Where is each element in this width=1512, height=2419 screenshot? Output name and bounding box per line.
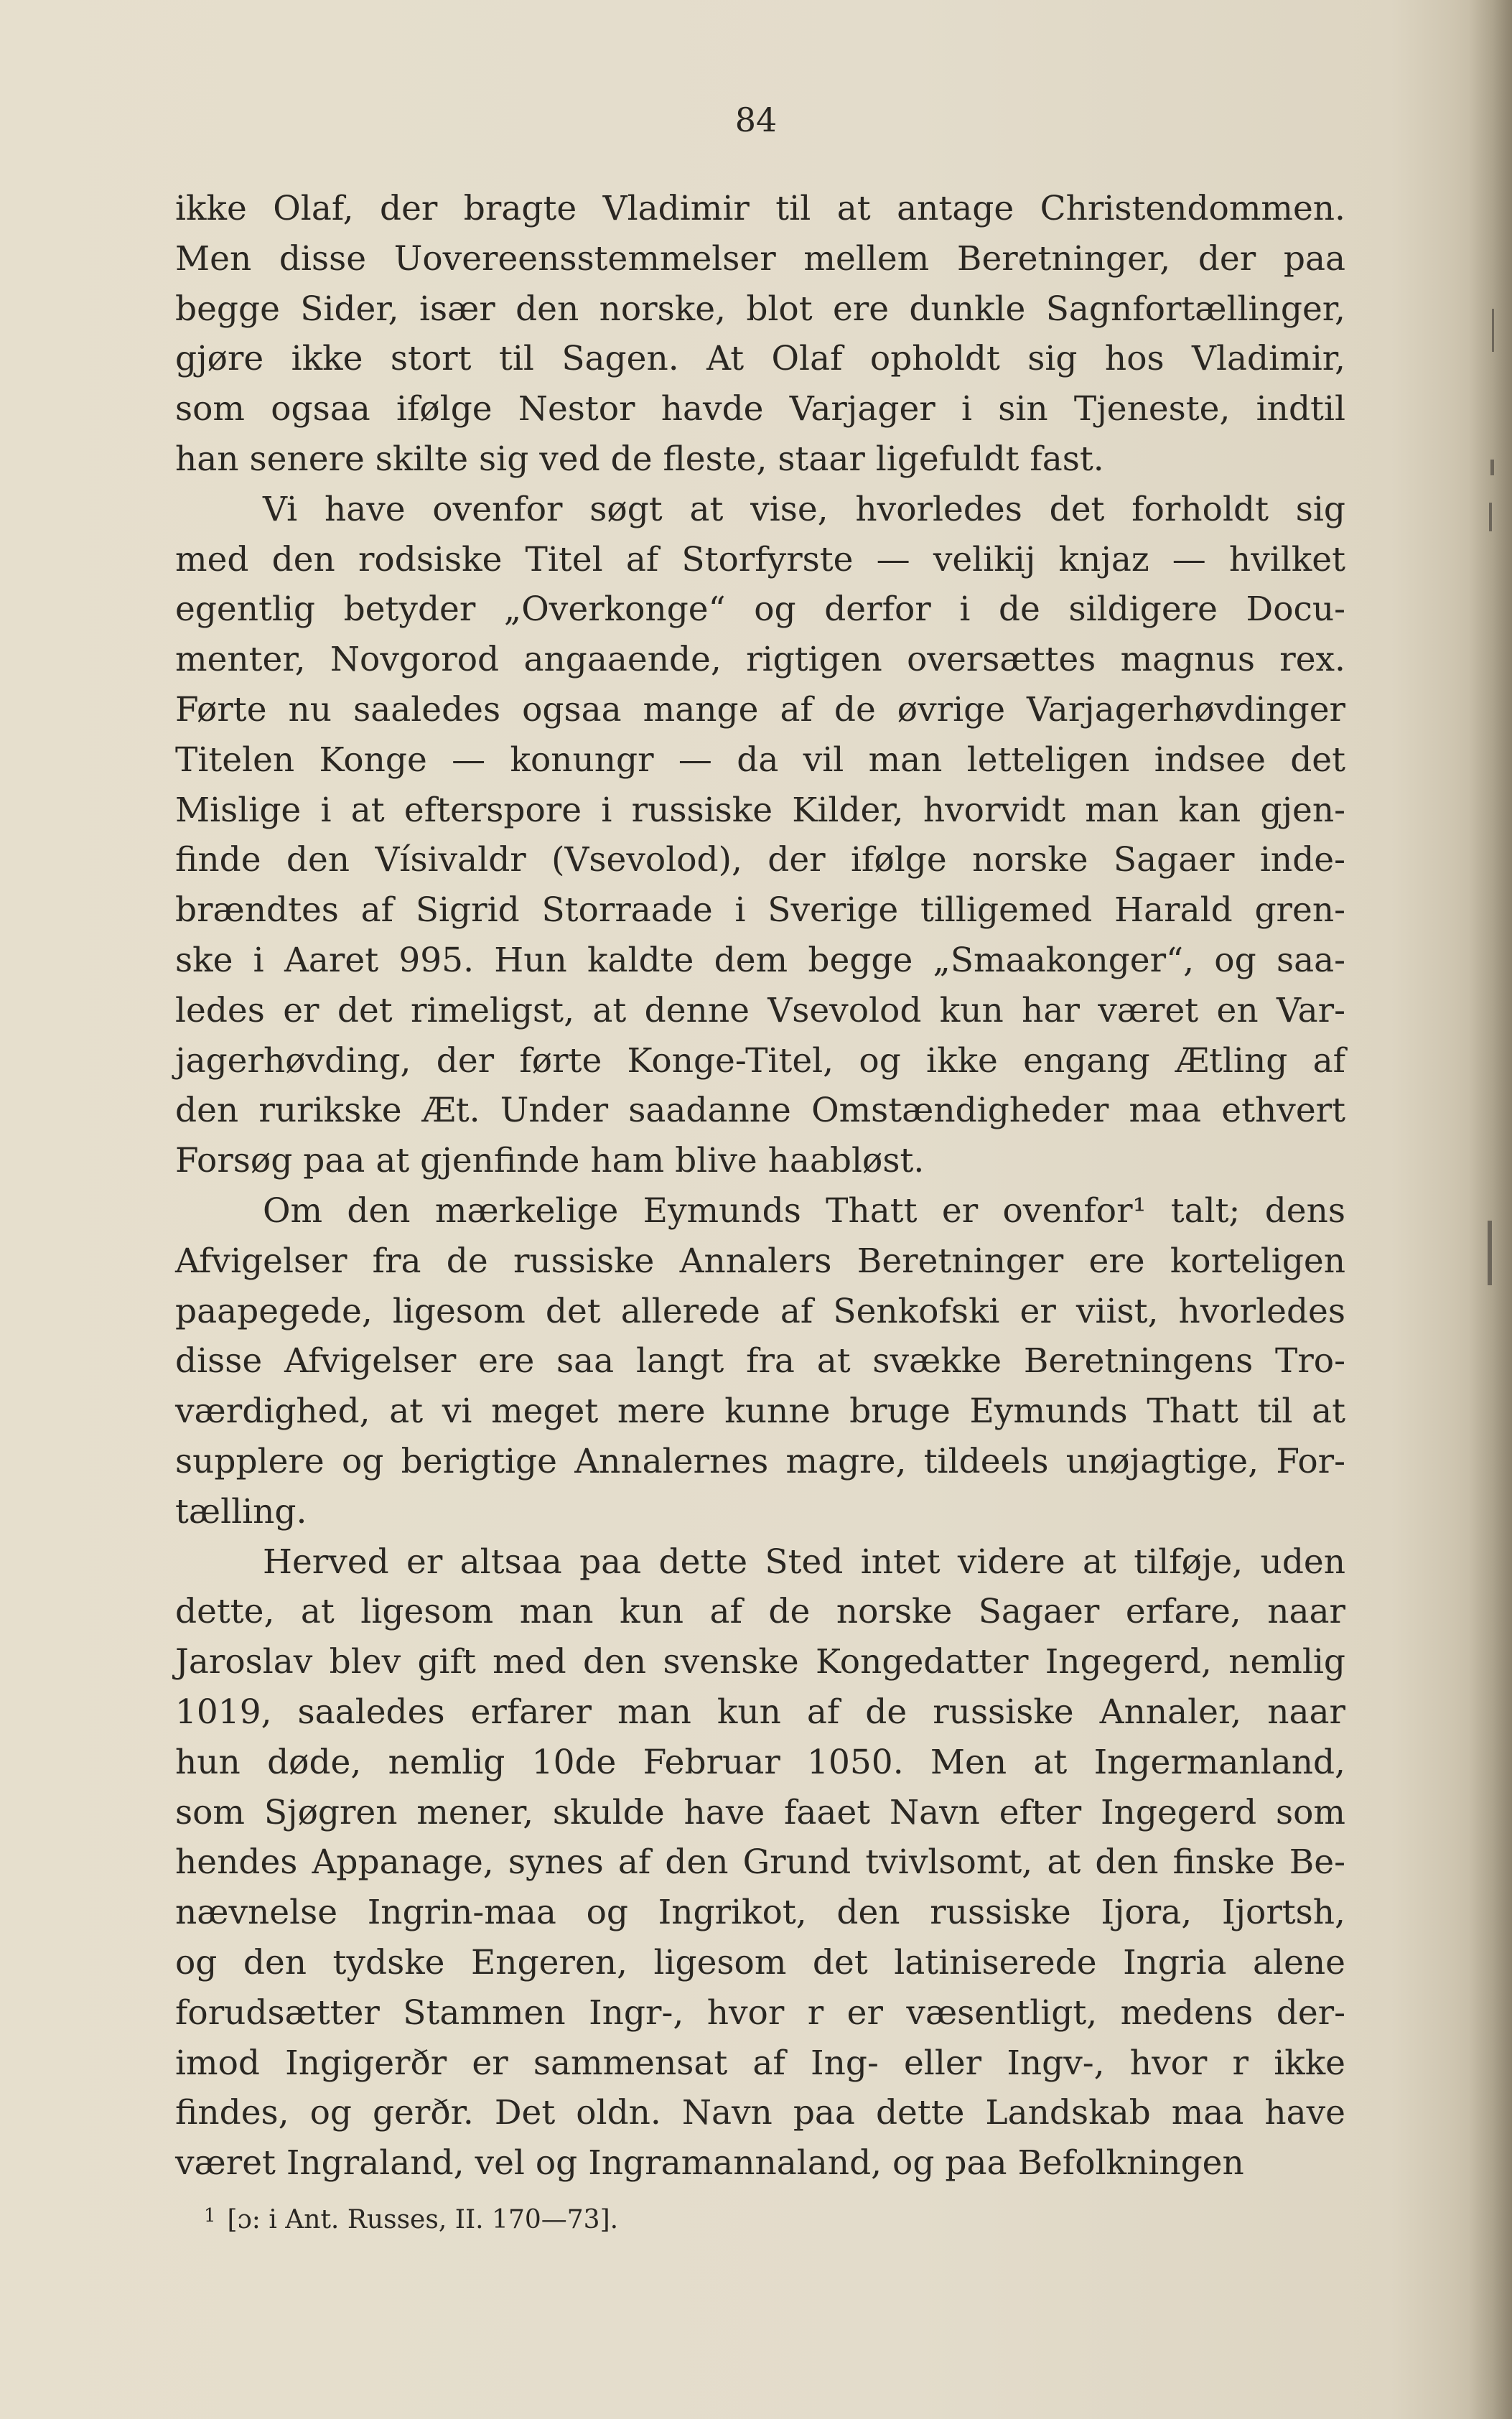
text-line: Førte nu saaledes ogsaa mange af de øvrige Varjagerhøvdinger [175, 690, 1345, 730]
text-line: Titelen Konge — konungr — da vil man letteligen indsee det [175, 740, 1345, 780]
text-line: egentlig betyder „Overkonge“ og derfor i de sildigere Docu- [175, 589, 1345, 630]
text-line: paapegede, ligesom det allerede af Senkofski er viist, hvorledes [175, 1291, 1345, 1331]
text-line: begge Sider, især den norske, blot ere dunkle Sagnfortællinger, [175, 289, 1345, 329]
text-line: og den tydske Engeren, ligesom det latiniserede Ingria alene [175, 1943, 1345, 1982]
text-line: Afvigelser fra de russiske Annalers Beretninger ere korteligen [175, 1241, 1345, 1281]
text-line: tælling. [175, 1491, 307, 1532]
footnote-marker: 1 [204, 2205, 216, 2227]
text-line: forudsætter Stammen Ingr-, hvor r er væsentligt, medens der- [175, 1992, 1345, 2033]
text-line: findes, og gerðr. Det oldn. Navn paa dette Landskab maa have [175, 2093, 1345, 2133]
text-line: gjøre ikke stort til Sagen. At Olaf opholdt sig hos Vladimir, [175, 339, 1345, 379]
text-line: Forsøg paa at gjenfinde ham blive haabløst. [175, 1141, 925, 1181]
text-line: supplere og berigtige Annalernes magre, tildeels unøjagtige, For- [175, 1442, 1345, 1481]
footnote [204, 2199, 618, 2242]
margin-speck [1488, 1221, 1492, 1285]
text-line: hendes Appanage, synes af den Grund tvivlsomt, at den finske Be- [175, 1842, 1345, 1883]
text-line: disse Afvigelser ere saa langt fra at svække Beretningens Tro- [175, 1341, 1345, 1381]
text-line: Om den mærkelige Eymunds Thatt er ovenfor¹ talt; dens [263, 1191, 1345, 1231]
text-line: Men disse Uovereensstemmelser mellem Beretninger, der paa [175, 238, 1345, 279]
text-line: brændtes af Sigrid Storraade i Sverige tilligemed Harald gren- [175, 890, 1345, 931]
text-line: jagerhøvding, der førte Konge-Titel, og ikke engang Ætling af [175, 1040, 1345, 1081]
text-line: imod Ingigerðr er sammensat af Ing- eller Ingv-, hvor r ikke [175, 2043, 1345, 2083]
text-line: værdighed, at vi meget mere kunne bruge Eymunds Thatt til at [175, 1392, 1345, 1432]
footnote-text: [ɔ: i Ant. Russes, II. 170—73]. [227, 2205, 619, 2234]
text-line: Mislige i at efterspore i russiske Kilder, hvorvidt man kan gjen- [175, 790, 1345, 830]
text-line: som ogsaa ifølge Nestor havde Varjager i sin Tjeneste, indtil [175, 389, 1345, 429]
text-line: Herved er altsaa paa dette Sted intet videre at tilføje, uden [263, 1542, 1345, 1582]
text-line: hun døde, nemlig 10de Februar 1050. Men at Ingermanland, [175, 1742, 1345, 1782]
text-line: menter, Novgorod angaaende, rigtigen oversættes magnus rex. [175, 640, 1345, 680]
text-line: Vi have ovenfor søgt at vise, hvorledes det forholdt sig [263, 489, 1345, 529]
text-line: finde den Vísivaldr (Vsevolod), der ifølge norske Sagaer inde- [175, 840, 1345, 880]
text-line: ledes er det rimeligst, at denne Vsevolod kun har været en Var- [175, 990, 1345, 1030]
page-number: 84 [734, 101, 778, 139]
text-line: dette, at ligesom man kun af de norske Sagaer erfare, naar [175, 1592, 1345, 1632]
margin-speck [1492, 309, 1494, 352]
margin-speck [1489, 503, 1492, 531]
text-line: han senere skilte sig ved de fleste, staar ligefuldt fast. [175, 439, 1104, 479]
text-line: den rurikske Æt. Under saadanne Omstændigheder maa ethvert [175, 1091, 1345, 1131]
text-line: været Ingraland, vel og Ingramannaland, og paa Befolkningen [175, 2143, 1244, 2183]
text-line: med den rodsiske Titel af Storfyrste — velikij knjaz — hvilket [175, 539, 1345, 579]
margin-speck [1490, 460, 1494, 475]
text-line: nævnelse Ingrin-maa og Ingrikot, den russiske Ijora, Ijortsh, [175, 1893, 1345, 1933]
page-edge-shadow [1469, 0, 1512, 2419]
text-line: ikke Olaf, der bragte Vladimir til at antage Christendommen. [175, 189, 1345, 228]
text-line: 1019, saaledes erfarer man kun af de russiske Annaler, naar [175, 1692, 1345, 1732]
text-line: ske i Aaret 995. Hun kaldte dem begge „Smaakonger“, og saa- [175, 941, 1345, 980]
text-line: som Sjøgren mener, skulde have faaet Navn efter Ingegerd som [175, 1792, 1345, 1832]
text-line: Jaroslav blev gift med den svenske Kongedatter Ingegerd, nemlig [175, 1642, 1345, 1682]
